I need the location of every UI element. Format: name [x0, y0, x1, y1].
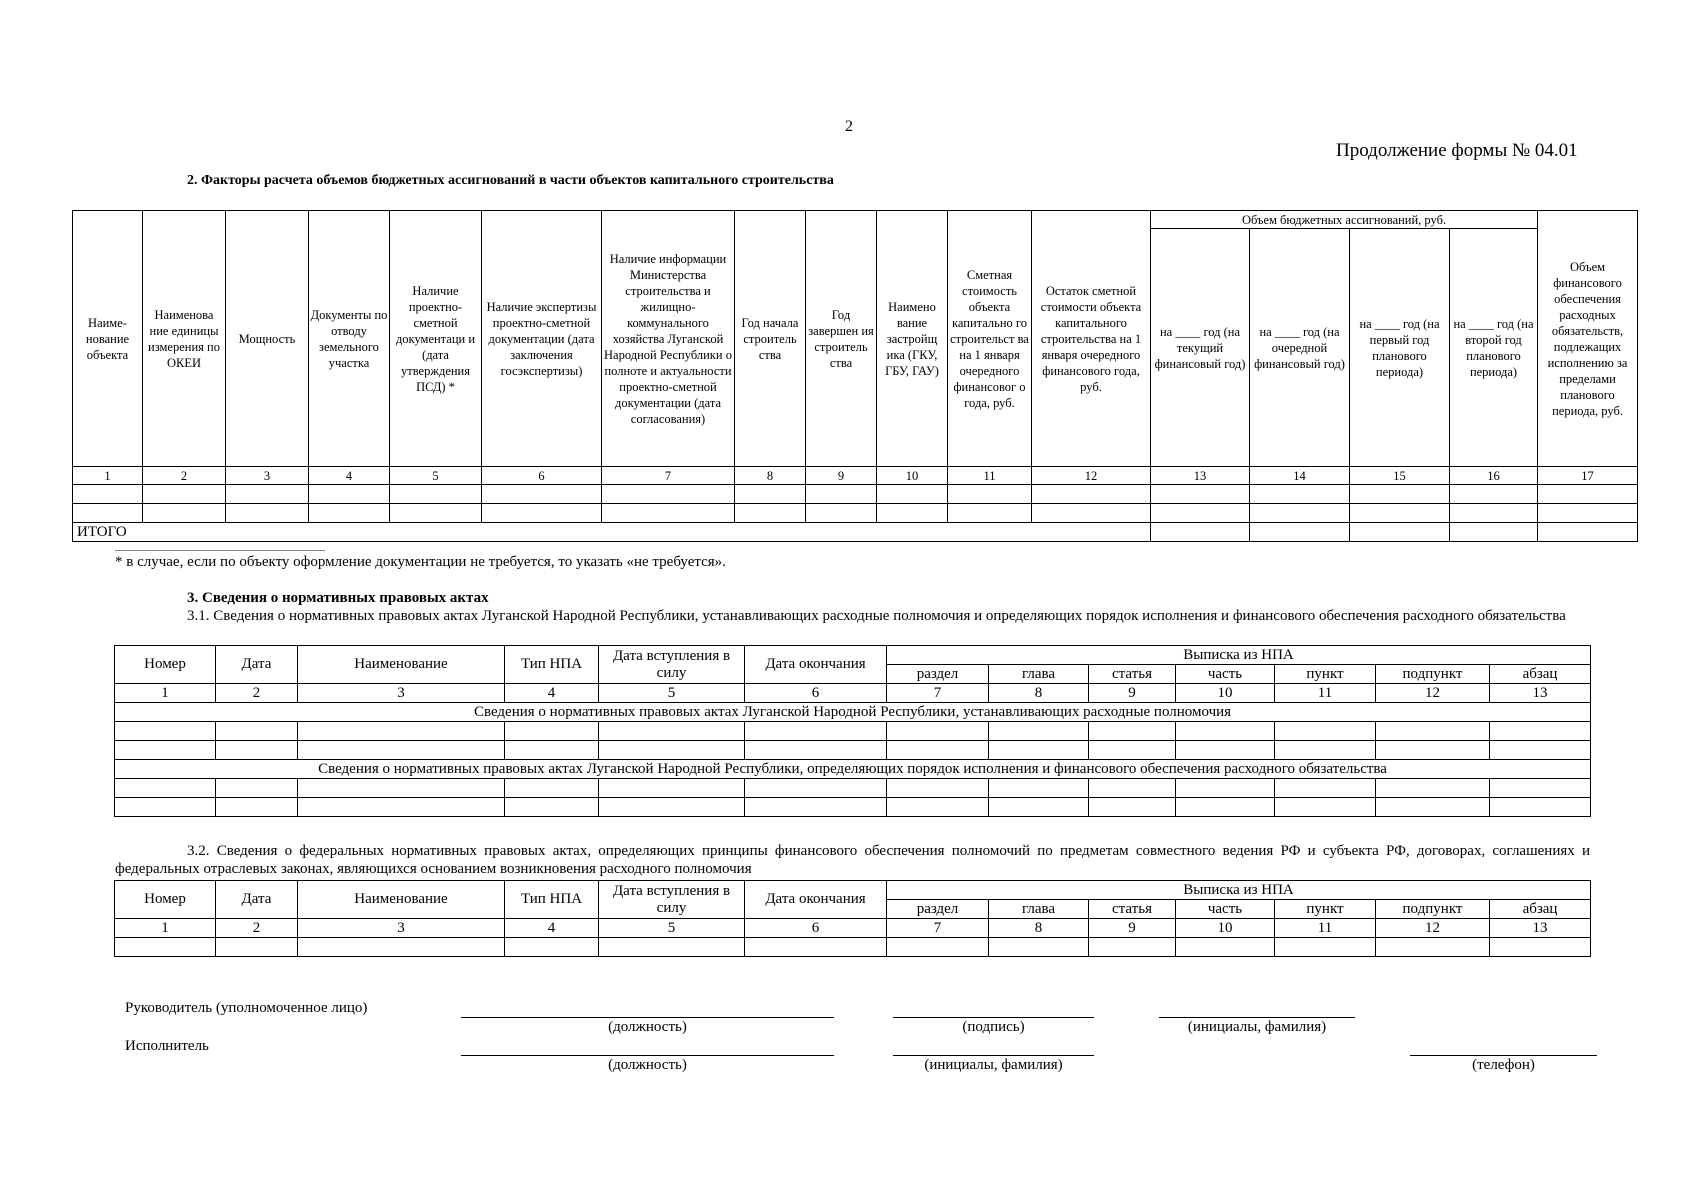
header-number: Номер [115, 646, 216, 684]
col-num: 13 [1490, 684, 1591, 703]
header-paragraph: абзац [1490, 665, 1591, 684]
col-num: 4 [505, 919, 599, 938]
executor-position-caption: (должность) [608, 1057, 687, 1073]
header-developer: Наимено вание застройщ ика (ГКУ, ГБУ, ГАУ) [877, 211, 948, 467]
head-signature-caption: (подпись) [962, 1019, 1025, 1035]
col-num: 1 [115, 684, 216, 703]
col-num: 13 [1151, 467, 1250, 485]
col-num: 8 [989, 684, 1089, 703]
header-name: Наименование [298, 881, 505, 919]
header-end-year: Год завершен ия строитель ства [806, 211, 877, 467]
table-row [115, 938, 1591, 957]
col-num: 5 [599, 684, 745, 703]
col-num: 10 [877, 467, 948, 485]
header-date: Дата [216, 881, 298, 919]
footnote: * в случае, если по объекту оформление документации не требуется, то указать «не требуется». [115, 554, 726, 570]
header-estimated-cost: Сметная стоимость объекта капитально го строительст ва на 1 января очередного финансовог о года, руб. [948, 211, 1032, 467]
col-num: 12 [1376, 684, 1490, 703]
header-beyond-plan: Объем финансового обеспечения расходных обязательств, подлежащих исполнению за пределами планового периода, руб. [1538, 211, 1638, 467]
col-num: 5 [390, 467, 482, 485]
col-num: 3 [298, 919, 505, 938]
npa-table-lnr [114, 645, 1591, 817]
total-label: ИТОГО [73, 523, 1151, 542]
col-num: 4 [309, 467, 390, 485]
section3-title: 3. Сведения о нормативных правовых актах [187, 590, 489, 606]
header-chapter: глава [989, 665, 1089, 684]
col-num: 1 [73, 467, 143, 485]
header-first-plan-year: на ____ год (на первый год планового периода) [1350, 229, 1450, 467]
header-name: Наименование [298, 646, 505, 684]
header-npa-extract: Выписка из НПА [887, 881, 1591, 900]
col-num: 9 [1089, 684, 1176, 703]
header-start-year: Год начала строитель ства [735, 211, 806, 467]
header-npa-type: Тип НПА [505, 881, 599, 919]
col-num: 11 [1275, 684, 1376, 703]
header-point: пункт [1275, 665, 1376, 684]
table-row [115, 798, 1591, 817]
head-signature-line[interactable] [893, 1017, 1094, 1018]
header-date: Дата [216, 646, 298, 684]
col-num: 17 [1538, 467, 1638, 485]
header-expertise: Наличие экспертизы проектно-сметной документации (дата заключения госэкспертизы) [482, 211, 602, 467]
section3-1-description: 3.1. Сведения о нормативных правовых актах Луганской Народной Республики, устанавливающих расходные полномочия и определяющих порядок исполнения и финансового обеспечения расходного обязательства [187, 608, 1566, 624]
header-object-name: Наиме-нование объекта [73, 211, 143, 467]
col-num: 10 [1176, 684, 1275, 703]
header-effective-date: Дата вступления в силу [599, 881, 745, 919]
col-num: 2 [143, 467, 226, 485]
header-chapter: глава [989, 900, 1089, 919]
executor-position-line[interactable] [461, 1055, 834, 1056]
head-initials-line[interactable] [1159, 1017, 1355, 1018]
col-num: 3 [226, 467, 309, 485]
col-num: 6 [745, 919, 887, 938]
header-part: часть [1176, 900, 1275, 919]
header-article: статья [1089, 665, 1176, 684]
col-num: 6 [745, 684, 887, 703]
header-effective-date: Дата вступления в силу [599, 646, 745, 684]
group-row [115, 760, 1591, 779]
col-num: 15 [1350, 467, 1450, 485]
col-num: 7 [602, 467, 735, 485]
table-row [73, 485, 1638, 504]
column-numbers-row [115, 684, 1591, 703]
footnote-separator [115, 550, 325, 551]
group-row [115, 703, 1591, 722]
column-numbers-row [115, 919, 1591, 938]
header-psd-availability: Наличие проектно-сметной документаци и (дата утверждения ПСД) * [390, 211, 482, 467]
header-paragraph: абзац [1490, 900, 1591, 919]
head-signatory-label: Руководитель (уполномоченное лицо) [125, 1000, 368, 1016]
col-num: 12 [1032, 467, 1151, 485]
col-num: 2 [216, 684, 298, 703]
col-num: 11 [1275, 919, 1376, 938]
header-section: раздел [887, 665, 989, 684]
header-second-plan-year: на ____ год (на второй год планового периода) [1450, 229, 1538, 467]
col-num: 10 [1176, 919, 1275, 938]
col-num: 12 [1376, 919, 1490, 938]
col-num: 5 [599, 919, 745, 938]
header-end-date: Дата окончания [745, 881, 887, 919]
capital-construction-table [72, 210, 1638, 542]
executor-label: Исполнитель [125, 1038, 209, 1054]
header-unit-okei: Наименова ние единицы измерения по ОКЕИ [143, 211, 226, 467]
col-num: 16 [1450, 467, 1538, 485]
executor-phone-caption: (телефон) [1472, 1057, 1535, 1073]
col-num: 3 [298, 684, 505, 703]
header-npa-extract: Выписка из НПА [887, 646, 1591, 665]
group-row-powers: Сведения о нормативных правовых актах Луганской Народной Республики, устанавливающих расходные полномочия [115, 703, 1591, 722]
header-ministry-info: Наличие информации Министерства строительства и жилищно-коммунального хозяйства Луганской Народной Республики о полноте и актуальности проектно-сметной документации (дата согласования) [602, 211, 735, 467]
header-section: раздел [887, 900, 989, 919]
table-row [115, 741, 1591, 760]
col-num: 2 [216, 919, 298, 938]
header-budget-volume: Объем бюджетных ассигнований, руб. [1151, 211, 1538, 229]
header-next-year: на ____ год (на очередной финансовый год) [1250, 229, 1350, 467]
header-article: статья [1089, 900, 1176, 919]
col-num: 9 [806, 467, 877, 485]
table-row [115, 722, 1591, 741]
col-num: 11 [948, 467, 1032, 485]
col-num: 4 [505, 684, 599, 703]
column-numbers-row [73, 467, 1638, 485]
header-number: Номер [115, 881, 216, 919]
col-num: 6 [482, 467, 602, 485]
executor-initials-line[interactable] [893, 1055, 1094, 1056]
header-subpoint: подпункт [1376, 665, 1490, 684]
page-number: 2 [845, 118, 853, 135]
col-num: 8 [735, 467, 806, 485]
section2-title: 2. Факторы расчета объемов бюджетных ассигнований в части объектов капитального строительства [187, 173, 834, 188]
col-num: 9 [1089, 919, 1176, 938]
head-position-line[interactable] [461, 1017, 834, 1018]
section3-2-description: 3.2. Сведения о федеральных нормативных правовых актах, определяющих принципы финансового обеспечения полномочий по предметам совместного ведения РФ и субъекта РФ, договорах, соглашениях и федеральных отраслевых законах, являющихся основанием возникновения расходного полномочия [115, 843, 1590, 877]
head-position-caption: (должность) [608, 1019, 687, 1035]
col-num: 7 [887, 919, 989, 938]
table-row [73, 504, 1638, 523]
npa-table-federal [114, 880, 1591, 957]
header-npa-type: Тип НПА [505, 646, 599, 684]
header-subpoint: подпункт [1376, 900, 1490, 919]
header-end-date: Дата окончания [745, 646, 887, 684]
total-row [73, 523, 1638, 542]
col-num: 1 [115, 919, 216, 938]
header-point: пункт [1275, 900, 1376, 919]
col-num: 8 [989, 919, 1089, 938]
group-row-execution: Сведения о нормативных правовых актах Луганской Народной Республики, определяющих порядок исполнения и финансового обеспечения расходного обязательства [115, 760, 1591, 779]
executor-initials-caption: (инициалы, фамилия) [924, 1057, 1063, 1073]
table-row [115, 779, 1591, 798]
header-cost-remainder: Остаток сметной стоимости объекта капитального строительства на 1 января очередного финансового года, руб. [1032, 211, 1151, 467]
col-num: 13 [1490, 919, 1591, 938]
header-capacity: Мощность [226, 211, 309, 467]
form-continuation-label: Продолжение формы № 04.01 [1336, 140, 1578, 161]
header-current-year: на ____ год (на текущий финансовый год) [1151, 229, 1250, 467]
header-land-documents: Документы по отводу земельного участка [309, 211, 390, 467]
head-initials-caption: (инициалы, фамилия) [1187, 1019, 1327, 1035]
col-num: 7 [887, 684, 989, 703]
header-part: часть [1176, 665, 1275, 684]
executor-phone-line[interactable] [1410, 1055, 1597, 1056]
col-num: 14 [1250, 467, 1350, 485]
